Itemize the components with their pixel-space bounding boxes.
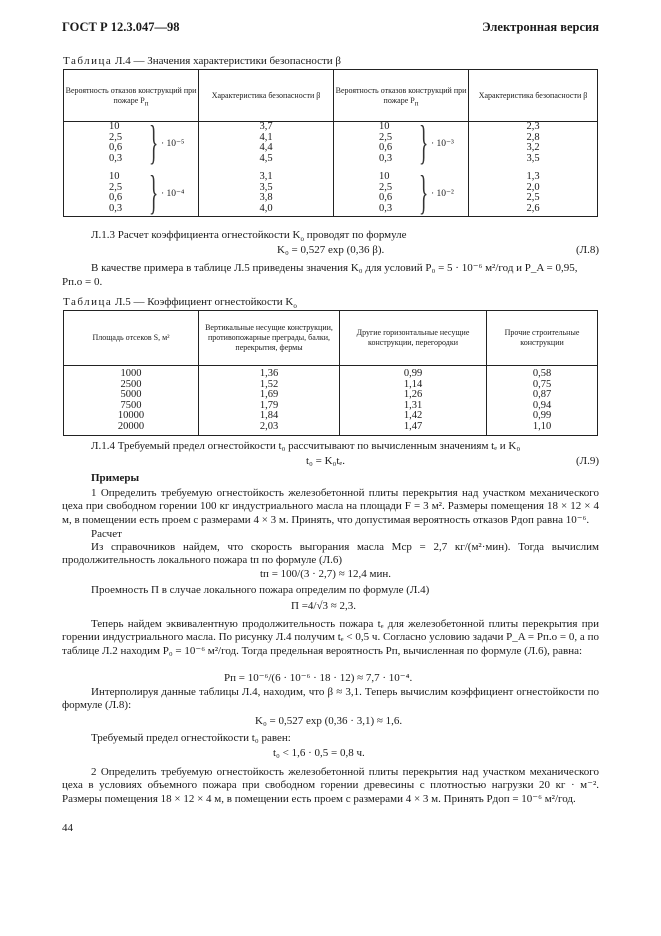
equation-ko: K₀ = 0,527 exp (0,36 · 3,1) ≈ 1,6.	[255, 715, 403, 727]
paragraph-openness: Проемность П в случае локального пожара определим по формуле (Л.4)	[91, 584, 430, 596]
table-l5	[63, 310, 598, 436]
calculation-title: Расчет	[91, 528, 122, 540]
section-l13: Л.1.3 Расчет коэффициента огнестойкости $K_о$ проводят по формуле	[91, 229, 407, 244]
equation-tp: tп = 100/(3 · 2,7) ≈ 12,4 мин.	[260, 568, 391, 580]
section-l14: Л.1.4 Требуемый предел огнестойкости t₀ рассчитывают по вычисленным значениям tₑ и K₀	[91, 440, 521, 452]
brace-icon: }	[419, 116, 429, 169]
example1-paragraph: 1 Определить требуемую огнестойкость железобетонной плиты перекрытия над участком механического цеха при свободном горении 100 кг индустриального масла на площади F = 3 м². Размеры помещения 18 × 12 × 4 м, в помещении есть проем с размерами 4 × 3 м. Принять, что допустимая вероятность отказов Pдоп равна 10⁻⁶.	[62, 487, 599, 526]
table4-right-beta-cell: 2,3 2,8 3,2 3,5 1,3 2,0 2,5 2,6	[469, 122, 598, 217]
table4-header-prob-left: Вероятность отказов конструкций при пожаре $P_п$	[64, 70, 199, 122]
brace-icon: }	[419, 166, 429, 219]
document-code: ГОСТ Р 12.3.047—98	[62, 20, 180, 34]
table4-header-prob-right: Вероятность отказов конструкций при пожаре $P_п$	[334, 70, 469, 122]
table-row	[64, 122, 598, 217]
calculation-paragraph: Из справочников найдем, что скорость выгорания масла Mср = 2,7 кг/(м²·мин). Тогда вычислим продолжительность локального пожара tп по формуле (Л.6)	[62, 541, 599, 567]
examples-title: Примеры	[91, 472, 140, 484]
table5-header-vertical: Вертикальные несущие конструкции, противопожарные преграды, балки, перекрытия, фермы	[199, 311, 340, 366]
table5-caption: Таблица Л.5 — Коэффициент огнестойкости $K_о$	[63, 296, 297, 311]
table5-header-other: Прочие строительные конструкции	[487, 311, 598, 366]
table4-left-beta-cell: 3,7 4,1 4,4 4,5 3,1 3,5 3,8 4,0	[199, 122, 334, 217]
paragraph-interpolation: Интерполируя данные таблицы Л.4, находим, что β ≈ 3,1. Теперь вычислим коэффициент огнестойкости по формуле (Л.8):	[62, 686, 599, 712]
equation-pp: Pп = 10⁻⁶/(6 · 10⁻⁶ · 18 · 12) ≈ 7,7 · 10⁻⁴.	[224, 672, 413, 684]
equation-l8: K₀ = 0,527 exp (0,36 β).	[277, 244, 385, 256]
equation-openness: П =4/√3 ≈ 2,3.	[291, 600, 357, 612]
example2-paragraph: 2 Определить требуемую огнестойкость железобетонной плиты перекрытия над участком механического цеха в условиях объемного пожара при свободном горении древесины с плотностью нагрузки 20 кг · м⁻². Размеры помещения 18 × 12 × 4 м, в помещении есть проем с размерами 4 × 3 м. Принять Pдоп = 10⁻⁶ м²/год.	[62, 766, 599, 805]
table4-header-beta-right: Характеристика безопасности β	[469, 70, 598, 122]
table5-header-area: Площадь отсеков S, м²	[64, 311, 199, 366]
table4-left-prob-cell: 10 2,5 0,6 0,3 } · 10⁻⁵ 10 2,5 0,6 0,3 } · 10⁻⁴	[64, 122, 199, 217]
brace-icon: }	[149, 166, 159, 219]
equation-to: t₀ < 1,6 · 0,5 = 0,8 ч.	[273, 747, 365, 759]
edition-label: Электронная версия	[482, 20, 599, 34]
table5-header-horizontal: Другие горизонтальные несущие конструкции, перегородки	[340, 311, 487, 366]
table-l4	[63, 69, 598, 217]
page-number: 44	[62, 822, 73, 834]
paragraph-example1-cont: Pп.о = 0.	[62, 276, 103, 288]
equation-l9: t₀ = K₀tₑ.	[306, 455, 345, 467]
paragraph-equivalent: Теперь найдем эквивалентную продолжительность пожара tₑ для железобетонной плиты перекрытия при горении индустриального масла. По рисунку Л.4 получим tₑ < 0,5 ч. Согласно условию задачи P_A = Pп.о = 0, а по таблице Л.2 находим P₀ = 10⁻⁶ м²/год. Тогда предельная вероятность Pп, вычисленная по формуле (Л.6), равна:	[62, 618, 599, 657]
table4-right-prob-cell: 10 2,5 0,6 0,3 } · 10⁻³ 10 2,5 0,6 0,3 } · 10⁻²	[334, 122, 469, 217]
paragraph-example1: В качестве примера в таблице Л.5 приведены значения K₀ для условий P₀ = 5 · 10⁻⁶ м²/год и P_A = 0,95,	[91, 262, 578, 274]
table-row: 1000 2500 5000 7500 10000 20000 1,36 1,52 1,69 1,79 1,84 2,03 0,99 1,14 1,26 1,31 1,42 1,47 0,58 0,75 0,87 0,94 0,99 1,10	[64, 366, 598, 436]
equation-l8-number: (Л.8)	[575, 244, 599, 256]
brace-icon: }	[149, 116, 159, 169]
equation-l9-number: (Л.9)	[575, 455, 599, 467]
table4-header-beta-left: Характеристика безопасности β	[199, 70, 334, 122]
table4-caption: Таблица Л.4 — Значения характеристики безопасности β	[63, 55, 342, 67]
paragraph-required: Требуемый предел огнестойкости t₀ равен:	[91, 732, 291, 744]
